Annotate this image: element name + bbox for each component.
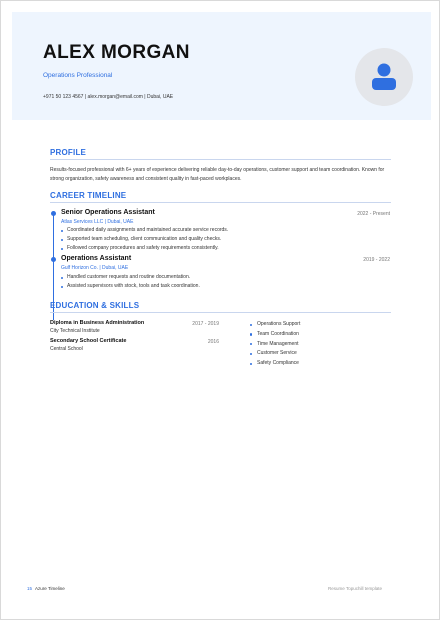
footer-template-name: Azure Timeline bbox=[35, 586, 65, 591]
timeline-dot bbox=[51, 211, 56, 216]
education-school: Central School bbox=[50, 346, 83, 352]
user-icon bbox=[355, 48, 413, 106]
skill-item: Operations Support bbox=[250, 320, 300, 330]
job-bullet: Coordinated daily assignments and maintained accurate service records. bbox=[61, 226, 228, 235]
education-date: 2017 - 2019 bbox=[192, 321, 219, 327]
candidate-name: ALEX MORGAN bbox=[43, 42, 190, 63]
education-title: Secondary School Certificate bbox=[50, 338, 127, 344]
job-company: Atlas Services LLC | Dubai, UAE bbox=[61, 219, 134, 225]
education-skills-heading: EDUCATION & SKILLS bbox=[50, 301, 140, 310]
job-bullet: Handled customer requests and routine documentation. bbox=[61, 273, 200, 282]
profile-divider bbox=[50, 159, 391, 160]
education-divider bbox=[50, 312, 391, 313]
education-school: City Technical Institute bbox=[50, 328, 100, 334]
education-title: Diploma in Business Administration bbox=[50, 320, 145, 326]
footer-note: Resume Topuchill template bbox=[328, 586, 382, 591]
job-bullets bbox=[61, 273, 200, 291]
job-company: Gulf Horizon Co. | Dubai, UAE bbox=[61, 265, 129, 271]
contact-info: +971 50 123 4567 | alex.morgan@email.com | Dubai, UAE bbox=[43, 94, 174, 100]
candidate-role: Operations Professional bbox=[43, 72, 113, 79]
job-title: Operations Assistant bbox=[61, 255, 132, 262]
avatar bbox=[355, 48, 413, 106]
skill-item: Team Coordination bbox=[250, 330, 300, 340]
job-bullet: Followed company procedures and safety requirements consistently. bbox=[61, 244, 228, 253]
footer-number: 15 bbox=[27, 586, 33, 591]
skill-item: Customer Service bbox=[250, 349, 300, 359]
footer-template-label bbox=[27, 586, 65, 591]
job-bullet: Assisted supervisors with stock, tools and task coordination. bbox=[61, 282, 200, 291]
career-divider bbox=[50, 202, 391, 203]
skills-list bbox=[250, 320, 300, 369]
job-bullets bbox=[61, 226, 228, 253]
job-title: Senior Operations Assistant bbox=[61, 209, 155, 216]
skill-item: Safety Compliance bbox=[250, 359, 300, 369]
resume-header bbox=[12, 12, 431, 120]
career-timeline-heading: CAREER TIMELINE bbox=[50, 191, 127, 200]
job-bullet: Supported team scheduling, client communication and quality checks. bbox=[61, 235, 228, 244]
skill-item: Time Management bbox=[250, 340, 300, 350]
profile-heading: PROFILE bbox=[50, 148, 87, 157]
job-date: 2019 - 2022 bbox=[363, 257, 390, 263]
timeline-dot bbox=[51, 257, 56, 262]
job-date: 2022 - Present bbox=[357, 210, 390, 217]
profile-summary: Results-focused professional with 6+ years of experience delivering reliable day-to-day operations, customer support and team coordination. Known for strong organization, safety awareness and consistent quality in fast-paced workplaces. bbox=[50, 167, 385, 182]
education-date: 2016 bbox=[207, 339, 219, 345]
